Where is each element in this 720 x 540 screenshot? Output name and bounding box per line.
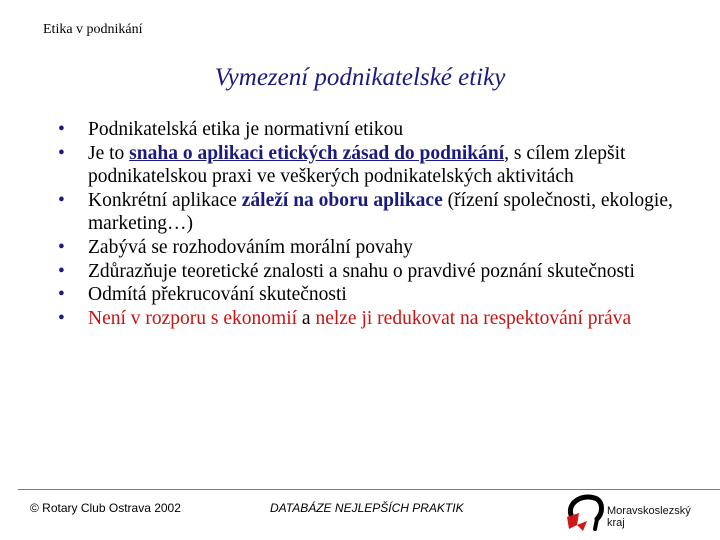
bullet-item [56, 307, 676, 331]
bullet-text: (řízení společnosti, ekologie, marketing…) [88, 189, 673, 235]
bullet-text: a [301, 307, 316, 329]
bullet-dot: • [58, 189, 65, 211]
slide-header: Etika v podnikání [43, 22, 143, 37]
bullet-dot: • [58, 119, 65, 140]
bullet-text: Konkrétní aplikace [88, 189, 242, 211]
bullet-text: Není v rozporu s ekonomií [88, 307, 302, 329]
slide-title: Vymezení podnikatelské etiky [214, 64, 506, 91]
bullet-text: Je to [88, 142, 130, 164]
bullet-item [56, 260, 676, 284]
bullet-item [56, 189, 676, 236]
bullet-text: , s cílem zlepšit podnikatelskou praxi ve veškerých podnikatelských aktivitách [88, 142, 626, 188]
bullet-item [56, 236, 676, 260]
bullet-text: nelze ji redukovat na respektování práva [315, 307, 632, 329]
bullet-list [56, 118, 676, 330]
bullet-dot: • [58, 236, 65, 258]
logo-text [607, 505, 691, 529]
footer-copyright: © Rotary Club Ostrava 2002 [30, 501, 181, 515]
logo-line-2: kraj [607, 517, 625, 529]
footer-divider [18, 489, 720, 490]
bullet-item [56, 142, 676, 189]
logo-line-1: Moravskoslezský [607, 505, 691, 517]
bullet-dot: • [58, 260, 65, 282]
bullet-text: záleží na oboru aplikace [241, 189, 443, 211]
bullet-text: Podnikatelská etika je normativní etikou [88, 119, 404, 140]
bullet-text: Odmítá překrucování skutečnosti [88, 284, 347, 306]
bullet-item [56, 118, 676, 142]
bullet-item [56, 283, 676, 307]
bullet-text: snaha o aplikaci etických zásad do podnikání [129, 142, 505, 164]
bullet-dot: • [58, 284, 65, 306]
footer-database-label: DATABÁZE NEJLEPŠÍCH PRAKTIK [270, 501, 464, 515]
bullet-dot: • [58, 307, 65, 329]
bullet-text: Zdůrazňuje teoretické znalosti a snahu o pravdivé poznání skutečnosti [88, 260, 635, 282]
bullet-dot: • [58, 142, 65, 164]
bullet-text: Zabývá se rozhodováním morální povahy [88, 236, 413, 258]
